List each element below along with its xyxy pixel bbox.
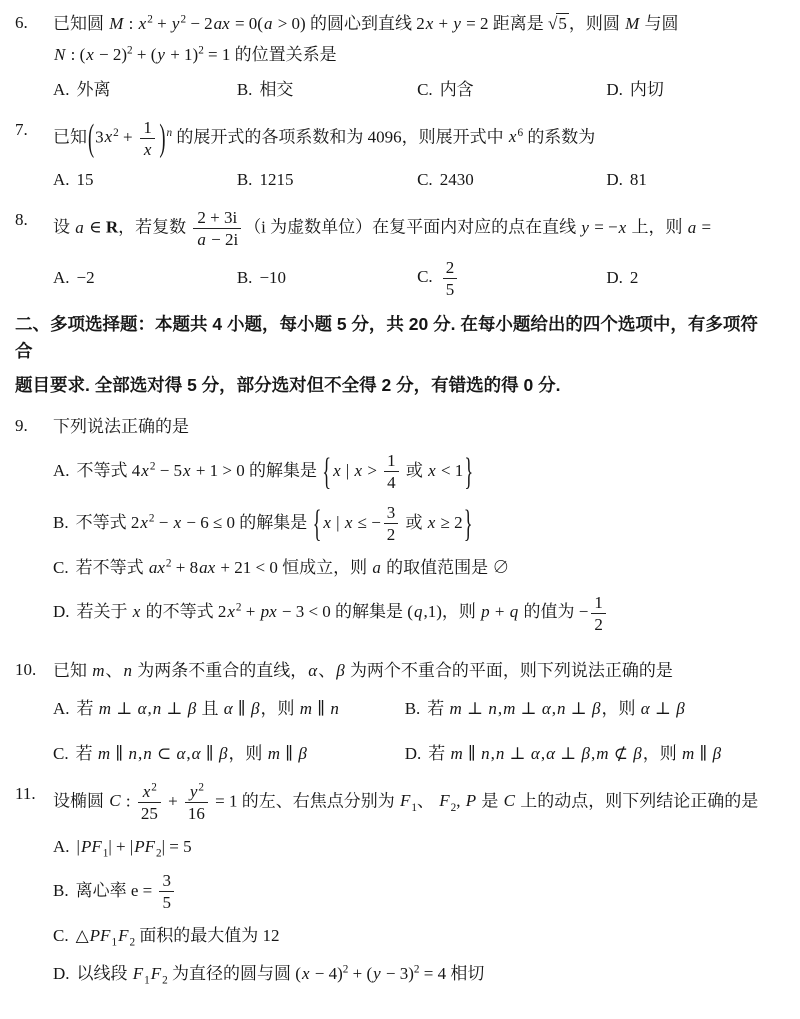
option-label: D. bbox=[606, 267, 623, 287]
math-superscript: 2 bbox=[198, 781, 204, 794]
fraction-denominator: 4 bbox=[384, 471, 399, 492]
question-stem-line: 下列说法正确的是 bbox=[53, 416, 189, 436]
math-variable: β bbox=[218, 743, 228, 763]
math-superscript: 2 bbox=[147, 13, 153, 26]
math-superscript: 2 bbox=[413, 963, 420, 975]
math-variable: x bbox=[132, 602, 141, 622]
fraction-numerator: 2 + 3i bbox=[197, 208, 238, 228]
math-variable: x bbox=[354, 460, 363, 480]
option-label: A. bbox=[53, 79, 70, 99]
question-stem-line: 已知($3x^2$ + $\frac{1}{x}$ )$^n$ 的展开式的各项系数和为 4096，则展开式中 $x^6$ 的系数为 bbox=[53, 118, 774, 159]
math-variable: ax bbox=[213, 14, 230, 33]
math-big-delimiter: { bbox=[312, 502, 322, 544]
math-variable: β bbox=[251, 699, 260, 719]
math-variable: x bbox=[138, 14, 147, 33]
math-variable: m bbox=[503, 699, 516, 719]
question-stem-line: 设 a ∈ R，若复数 $\frac{2 + 3i}{a - 2i}$ （i 为虚数单位）在复平面内对应的点在直线 y = −x 上，则 a = bbox=[53, 208, 712, 250]
question-number: 7. bbox=[15, 120, 28, 140]
option-body: 若关于 x 的不等式 $2x^2$ + px − 3 < 0 的解集是 (q,1)，则 p + q 的值为 − $\frac{1}{2}$ bbox=[77, 602, 609, 621]
option-label: A. bbox=[53, 267, 70, 287]
math-variable: β bbox=[298, 743, 307, 763]
math-superscript: 2 bbox=[151, 781, 157, 794]
math-variable: α bbox=[176, 743, 186, 763]
option-B bbox=[237, 167, 417, 193]
option-label: A. bbox=[53, 170, 70, 190]
math-variable: x bbox=[142, 781, 151, 801]
question-body bbox=[53, 115, 774, 195]
math-big-delimiter: { bbox=[322, 450, 332, 492]
options-group bbox=[53, 451, 774, 634]
math-variable: y bbox=[171, 14, 180, 33]
option-B bbox=[237, 265, 417, 291]
math-variable: m bbox=[449, 699, 462, 719]
math-variable: n bbox=[495, 743, 505, 763]
math-variable: α bbox=[308, 660, 318, 680]
fraction-denominator: 5 bbox=[443, 278, 458, 299]
question-6 bbox=[15, 8, 774, 105]
math-fraction bbox=[384, 503, 399, 544]
math-suberscript: 1 bbox=[411, 801, 418, 814]
math-variable: x bbox=[427, 512, 436, 532]
option-body: 若 m ⊥ α,n ⊥ β 且 α ∥ β，则 m ∥ n bbox=[76, 699, 339, 719]
math-variable: F bbox=[400, 791, 411, 811]
option-D bbox=[606, 77, 774, 103]
option-label: D. bbox=[606, 79, 623, 99]
math-superscript: 2 bbox=[149, 460, 156, 473]
question-body bbox=[53, 205, 774, 300]
question-number: 10. bbox=[15, 659, 37, 679]
question-number: 6. bbox=[15, 13, 28, 32]
math-variable: m bbox=[450, 743, 463, 763]
fraction-numerator: 2 bbox=[445, 257, 455, 277]
option-label: B. bbox=[53, 880, 69, 900]
math-suberscript: 2 bbox=[129, 936, 136, 949]
math-variable: x bbox=[227, 602, 235, 622]
math-variable: y bbox=[189, 781, 198, 801]
option-B bbox=[237, 77, 417, 103]
math-radical: √ 5 bbox=[547, 14, 567, 33]
math-fraction bbox=[159, 871, 174, 912]
option-C bbox=[417, 258, 606, 299]
math-big-delimiter: ) bbox=[159, 117, 166, 159]
option-C bbox=[53, 555, 774, 581]
math-variable: m bbox=[267, 743, 280, 763]
option-label: A. bbox=[53, 460, 70, 480]
math-variable: x bbox=[173, 512, 182, 532]
math-superscript: 2 bbox=[180, 13, 187, 26]
option-D bbox=[53, 961, 774, 987]
math-variable: ax bbox=[148, 558, 165, 578]
option-label: B. bbox=[404, 699, 421, 719]
option-body: 15 bbox=[76, 170, 94, 190]
option-label: B. bbox=[236, 170, 253, 190]
option-B bbox=[53, 871, 774, 912]
math-variable: α bbox=[546, 743, 555, 763]
math-variable: m bbox=[299, 699, 313, 719]
math-variable: a bbox=[687, 217, 697, 237]
option-body: 2430 bbox=[439, 170, 474, 190]
math-fraction bbox=[443, 258, 458, 299]
math-variable: m bbox=[97, 743, 111, 763]
math-variable: F bbox=[132, 963, 144, 983]
math-fraction bbox=[185, 782, 208, 823]
math-variable: x bbox=[301, 963, 310, 983]
math-variable: y bbox=[453, 14, 461, 33]
math-fraction bbox=[140, 118, 156, 159]
math-variable: β bbox=[187, 699, 197, 719]
fraction-numerator: 1 bbox=[387, 451, 396, 471]
question-body bbox=[53, 8, 774, 105]
math-variable: x bbox=[428, 460, 436, 480]
math-variable: q bbox=[413, 602, 423, 622]
math-variable: x bbox=[86, 45, 94, 65]
math-variable: y bbox=[581, 217, 589, 237]
section-header-line: 题目要求. 全部选对得 5 分，部分选对但不全得 2 分，有错选的得 0 分. bbox=[15, 374, 561, 395]
option-A bbox=[53, 265, 237, 291]
math-variable: a bbox=[263, 14, 273, 33]
math-superscript: 2 bbox=[235, 601, 242, 614]
option-A bbox=[53, 696, 405, 722]
math-variable: x bbox=[344, 512, 353, 532]
question-9 bbox=[15, 411, 774, 645]
fraction-numerator: 3 bbox=[162, 871, 171, 891]
option-body: 离心率 e = $\frac{3}{5}$ bbox=[76, 881, 177, 900]
math-big-delimiter: ( bbox=[88, 117, 95, 159]
option-label: B. bbox=[236, 267, 253, 287]
math-variable: β bbox=[336, 660, 345, 680]
math-variable: q bbox=[509, 602, 519, 622]
option-label: B. bbox=[53, 512, 69, 532]
math-variable: C bbox=[109, 791, 121, 811]
fraction-numerator: 3 bbox=[386, 503, 396, 523]
math-variable: m bbox=[98, 699, 112, 719]
math-variable: n bbox=[481, 743, 490, 763]
option-C bbox=[417, 77, 606, 103]
math-variable: α bbox=[137, 699, 147, 719]
math-variable: x bbox=[333, 460, 341, 480]
question-11 bbox=[15, 779, 774, 998]
math-variable: M bbox=[109, 14, 124, 33]
math-variable: PF bbox=[134, 836, 156, 856]
math-suberscript: 2 bbox=[156, 847, 162, 860]
options-group bbox=[53, 167, 774, 193]
option-B bbox=[405, 696, 774, 722]
math-variable: PF bbox=[89, 926, 111, 946]
math-variable: m bbox=[92, 660, 105, 680]
option-label: C. bbox=[53, 926, 69, 946]
fraction-denominator: 25 bbox=[138, 802, 161, 823]
math-variable: x bbox=[140, 512, 148, 532]
math-variable: x bbox=[141, 460, 149, 480]
option-body: 若 m ⊥ n,m ⊥ α,n ⊥ β，则 α ⊥ β bbox=[427, 699, 685, 719]
math-big-delimiter: } bbox=[463, 502, 473, 544]
option-A bbox=[53, 451, 774, 492]
option-D bbox=[606, 167, 774, 193]
options-group bbox=[53, 77, 774, 103]
option-D bbox=[606, 265, 774, 291]
option-body: 1215 bbox=[259, 170, 294, 190]
math-variable: x bbox=[618, 217, 627, 237]
math-variable: n bbox=[152, 699, 162, 719]
fraction-denominator: 2 bbox=[591, 613, 606, 634]
question-stem-line: 已知 m、n 为两条不重合的直线，α、β 为两个不重合的平面，则下列说法正确的是 bbox=[53, 660, 673, 680]
option-body: 内含 bbox=[439, 79, 474, 99]
question-7 bbox=[15, 115, 774, 195]
option-body: 不等式 $2x^2 - x - 6 \le 0$ 的解集是 { x | x ≤ − $\frac{3}{2}$ 或 x ≥ 2} bbox=[76, 513, 474, 532]
math-variable: F bbox=[150, 963, 162, 983]
option-body: 相交 bbox=[259, 79, 294, 99]
option-C bbox=[53, 741, 405, 767]
option-body: 外离 bbox=[76, 79, 111, 99]
option-body: 不等式 $4x^2 - 5x + 1 > 0$ 的解集是 { x | x > $\frac{1}{4}$ 或 x < 1} bbox=[77, 461, 475, 480]
math-fraction bbox=[138, 782, 161, 823]
option-label: D. bbox=[404, 743, 422, 763]
section-header-line: 二、多项选择题：本题共 4 小题，每小题 5 分，共 20 分. 在每小题给出的四个选项中，有多项符合 bbox=[15, 313, 758, 361]
math-variable: x bbox=[183, 460, 191, 480]
math-variable: y bbox=[157, 45, 165, 65]
math-variable: α bbox=[191, 743, 201, 763]
question-number: 8. bbox=[15, 210, 28, 230]
option-C bbox=[53, 923, 774, 949]
fraction-denominator: 2 bbox=[384, 523, 399, 544]
fraction-denominator bbox=[140, 138, 156, 159]
math-variable: n bbox=[488, 699, 497, 719]
math-big-delimiter: } bbox=[464, 450, 474, 492]
math-variable: P bbox=[465, 791, 477, 811]
math-variable: M bbox=[625, 14, 640, 33]
math-variable: x bbox=[104, 127, 113, 147]
math-suberscript: 1 bbox=[102, 847, 109, 860]
math-variable: n bbox=[123, 660, 133, 680]
question-body bbox=[53, 779, 774, 998]
math-superscript: 2 bbox=[148, 512, 155, 525]
fraction-numerator bbox=[138, 782, 161, 802]
option-A bbox=[53, 77, 237, 103]
option-label: C. bbox=[417, 266, 433, 286]
option-body: 若不等式 $ax^2 + 8ax + 21 < 0$ 恒成立，则 a 的取值范围是 ∅ bbox=[75, 557, 510, 578]
math-bold: R bbox=[105, 217, 119, 237]
math-fraction bbox=[384, 451, 399, 492]
math-superscript: 2 bbox=[198, 44, 204, 57]
math-suberscript: 1 bbox=[111, 936, 118, 949]
math-variable: α bbox=[530, 743, 540, 763]
option-D bbox=[53, 593, 774, 634]
question-number: 9. bbox=[15, 415, 28, 435]
math-variable: α bbox=[541, 699, 551, 719]
option-label: C. bbox=[417, 170, 433, 190]
math-superscript: 2 bbox=[127, 44, 133, 57]
option-body: 2 bbox=[629, 267, 639, 287]
math-variable: F bbox=[439, 791, 450, 811]
fraction-denominator: 16 bbox=[185, 802, 208, 823]
math-variable: x bbox=[425, 14, 434, 33]
question-body bbox=[53, 655, 774, 769]
options-group bbox=[53, 696, 774, 767]
question-8 bbox=[15, 205, 774, 300]
question-10 bbox=[15, 655, 774, 769]
math-superscript: n bbox=[166, 126, 173, 139]
math-variable: x bbox=[143, 140, 152, 160]
option-body: −10 bbox=[259, 267, 287, 287]
option-A bbox=[53, 167, 237, 193]
option-body: 81 bbox=[629, 170, 647, 190]
exam-content bbox=[15, 8, 774, 998]
option-label: A. bbox=[53, 699, 70, 719]
math-superscript: 2 bbox=[165, 557, 172, 570]
math-suberscript: 2 bbox=[162, 974, 168, 987]
option-body: 若 m ∥ n,n ⊥ α,α ⊥ β,m ⊄ β，则 m ∥ β bbox=[428, 743, 722, 763]
math-suberscript: 1 bbox=[144, 974, 150, 987]
option-body bbox=[440, 257, 461, 299]
question-stem-line: 设椭圆 C : $\frac{x^2}{25}$ + $\frac{y^2}{16}$ = 1 的左、右焦点分别为 $F_1$、 $F_2$, P 是 C 上的动点，则下列结论正确的是 bbox=[53, 781, 759, 823]
math-variable: a bbox=[75, 217, 84, 237]
math-variable: β bbox=[676, 699, 685, 719]
option-D bbox=[405, 741, 774, 767]
math-variable: a bbox=[372, 558, 381, 578]
fraction-denominator: 5 bbox=[159, 891, 174, 912]
math-variable: C bbox=[503, 791, 515, 811]
fraction-numerator: 1 bbox=[143, 118, 152, 138]
option-label: D. bbox=[53, 963, 70, 983]
option-A bbox=[53, 834, 774, 860]
math-superscript: 2 bbox=[342, 963, 349, 975]
math-suberscript: 2 bbox=[450, 801, 457, 814]
fraction-numerator bbox=[185, 782, 208, 802]
question-number: 11. bbox=[15, 783, 36, 803]
math-variable: n bbox=[143, 743, 152, 763]
option-label: B. bbox=[236, 79, 253, 99]
math-variable: n bbox=[330, 699, 339, 719]
math-variable: N bbox=[54, 45, 66, 65]
option-label: C. bbox=[53, 743, 69, 763]
option-label: A. bbox=[53, 836, 70, 856]
math-superscript: 2 bbox=[113, 126, 119, 139]
option-body: 内切 bbox=[629, 79, 664, 99]
option-label: C. bbox=[53, 558, 69, 578]
math-variable: p bbox=[481, 602, 490, 622]
option-label: D. bbox=[53, 602, 70, 622]
math-variable: β bbox=[581, 743, 590, 763]
math-variable: β bbox=[633, 743, 642, 763]
option-body: 若 m ∥ n,n ⊂ α,α ∥ β，则 m ∥ β bbox=[75, 743, 307, 763]
math-variable: β bbox=[712, 743, 722, 763]
option-body: 以线段 $F_1F_2$ 为直径的圆与圆 $(x - 4)^2 + (y - 3)^2 = 4$ 相切 bbox=[76, 963, 485, 987]
math-variable: n bbox=[128, 743, 137, 763]
math-variable: α bbox=[640, 699, 650, 719]
question-stem-line: 已知圆 M : $x^2 + y^2 - 2ax = 0(a > 0)$ 的圆心到直线 2x + y = 2 距离是 √ 5 ，则圆 M 与圆 bbox=[53, 13, 679, 33]
options-group bbox=[53, 258, 774, 299]
math-variable: α bbox=[223, 699, 233, 719]
math-variable: F bbox=[118, 926, 129, 946]
fraction-numerator: 1 bbox=[594, 592, 603, 612]
math-variable: y bbox=[373, 963, 381, 983]
option-body: $\triangle PF_1F_2$ 面积的最大值为 12 bbox=[75, 926, 280, 949]
math-variable: px bbox=[260, 602, 277, 622]
math-variable: n bbox=[557, 699, 566, 719]
option-body: $|PF_1| + |PF_2| = 5$ bbox=[76, 836, 192, 860]
option-body: −2 bbox=[76, 267, 95, 287]
math-variable: x bbox=[323, 512, 331, 532]
option-C bbox=[417, 167, 606, 193]
math-variable: a bbox=[197, 230, 206, 250]
math-variable: ax bbox=[199, 558, 216, 578]
section-header bbox=[15, 311, 774, 399]
math-variable: PF bbox=[80, 836, 102, 856]
math-variable: m bbox=[681, 743, 695, 763]
math-fraction bbox=[193, 208, 241, 249]
math-fraction bbox=[591, 593, 606, 634]
fraction-denominator: a − 2i bbox=[193, 228, 241, 249]
math-variable: β bbox=[592, 699, 601, 719]
options-group bbox=[53, 834, 774, 987]
option-B bbox=[53, 503, 774, 544]
question-stem-line: N : $(x - 2)^2 + (y + 1)^2 = 1$ 的位置关系是 bbox=[54, 44, 337, 65]
math-superscript: 6 bbox=[517, 126, 524, 139]
math-variable: x bbox=[508, 127, 517, 147]
option-label: C. bbox=[417, 79, 433, 99]
option-label: D. bbox=[606, 170, 623, 190]
math-variable: m bbox=[596, 743, 609, 763]
question-body bbox=[53, 411, 774, 645]
